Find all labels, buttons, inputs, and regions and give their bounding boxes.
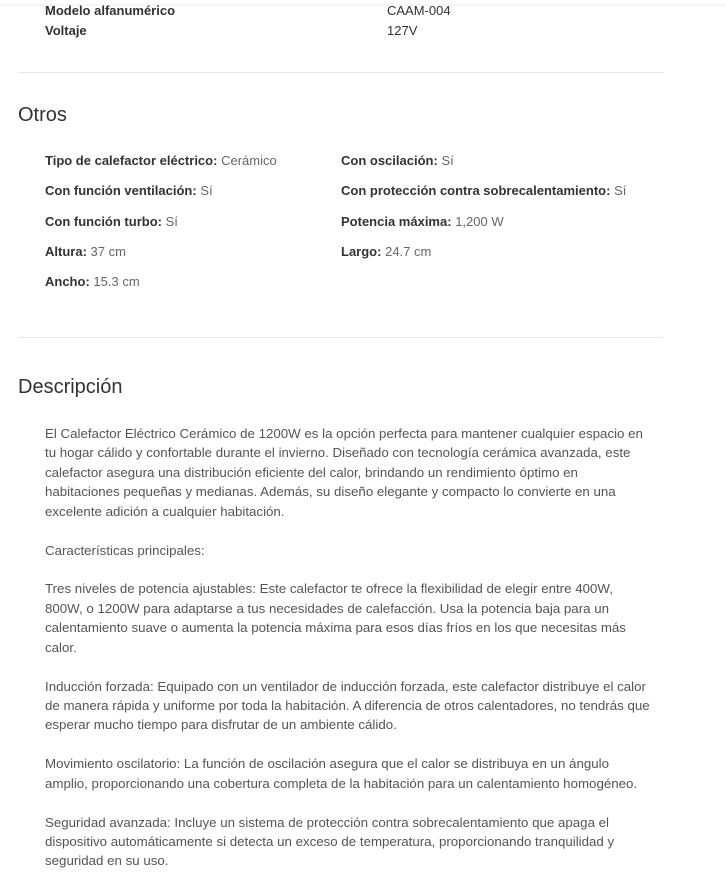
spec-label-voltage: Voltaje	[45, 23, 87, 38]
spec-value-model: CAAM-004	[387, 3, 451, 18]
description-body	[45, 424, 650, 890]
divider	[18, 337, 663, 338]
attribute-item: Altura: 37 cm	[45, 244, 126, 259]
spec-value-voltage: 127V	[387, 23, 418, 38]
attribute-label: Con función ventilación	[45, 183, 193, 198]
attribute-label: Con protección contra sobrecalentamiento	[341, 183, 607, 198]
description-paragraph: Inducción forzada: Equipado con un ventilador de inducción forzada, este calefactor distribuye el calor de manera rápida y uniforme por toda la habitación. A diferencia de otros calentadores, no tendrás que esperar mucho tiempo para disfrutar de un ambiente cálido.	[45, 678, 650, 733]
attribute-item: Con protección contra sobrecalentamiento: Sí	[341, 183, 627, 198]
attribute-value: 37 cm	[90, 244, 126, 259]
attribute-value: Cerámico	[221, 153, 277, 168]
description-paragraph: Seguridad avanzada: Incluye un sistema de protección contra sobrecalentamiento que apaga el dispositivo automáticamente si detecta un exceso de temperatura, proporcionando tranquilidad y seguridad en su uso.	[45, 814, 615, 869]
attribute-item: Con función ventilación: Sí	[45, 183, 213, 198]
description-paragraph: Tres niveles de potencia ajustables: Este calefactor te ofrece la flexibilidad de elegir entre 400W, 800W, o 1200W para adaptarse a tus necesidades de calefacción. Usa la potencia baja para un calentamiento suave o aumenta la potencia máxima para esos días fríos en los que necesitas más calor.	[45, 581, 626, 655]
attribute-value: 1,200 W	[455, 214, 504, 229]
attribute-label: Tipo de calefactor eléctrico	[45, 153, 214, 168]
section-title-otros: Otros	[18, 104, 67, 126]
divider	[18, 72, 663, 73]
attribute-value: 24.7 cm	[385, 244, 432, 259]
attribute-label: Potencia máxima	[341, 214, 448, 229]
description-paragraph: Características principales:	[45, 542, 205, 558]
attribute-item: Con función turbo: Sí	[45, 214, 178, 229]
spec-label-model: Modelo alfanumérico	[45, 3, 176, 18]
description-paragraph: El Calefactor Eléctrico Cerámico de 1200W es la opción perfecta para mantener cualquier espacio en tu hogar cálido y confortable durante el invierno. Diseñado con tecnología cerámica avanzada, este calefactor asegura una distribución eficiente del calor, brindando un rendimiento óptimo en habitaciones pequeñas y medianas. Además, su diseño elegante y compacto lo convierte en una excelente adición a cualquier habitación.	[45, 426, 643, 519]
attribute-value: Sí	[200, 183, 213, 198]
attribute-label: Con función turbo	[45, 214, 158, 229]
attribute-value: Sí	[441, 153, 454, 168]
attribute-item: Potencia máxima: 1,200 W	[341, 214, 504, 229]
section-title-descripcion: Descripción	[18, 376, 123, 398]
attribute-item: Largo: 24.7 cm	[341, 244, 432, 259]
attribute-value: 15.3 cm	[93, 274, 140, 289]
attribute-value: Sí	[165, 214, 178, 229]
attribute-value: Sí	[614, 183, 627, 198]
attribute-label: Con oscilación	[341, 153, 434, 168]
attribute-item: Ancho: 15.3 cm	[45, 274, 140, 289]
attribute-label: Ancho	[45, 274, 86, 289]
attribute-item: Con oscilación: Sí	[341, 153, 454, 168]
description-paragraph: Movimiento oscilatorio: La función de oscilación asegura que el calor se distribuya en un ángulo amplio, proporcionando una cobertura completa de la habitación para un calentamiento homogéneo.	[45, 756, 638, 791]
attribute-item: Tipo de calefactor eléctrico: Cerámico	[45, 153, 277, 168]
attribute-label: Largo	[341, 244, 378, 259]
attribute-label: Altura	[45, 244, 83, 259]
